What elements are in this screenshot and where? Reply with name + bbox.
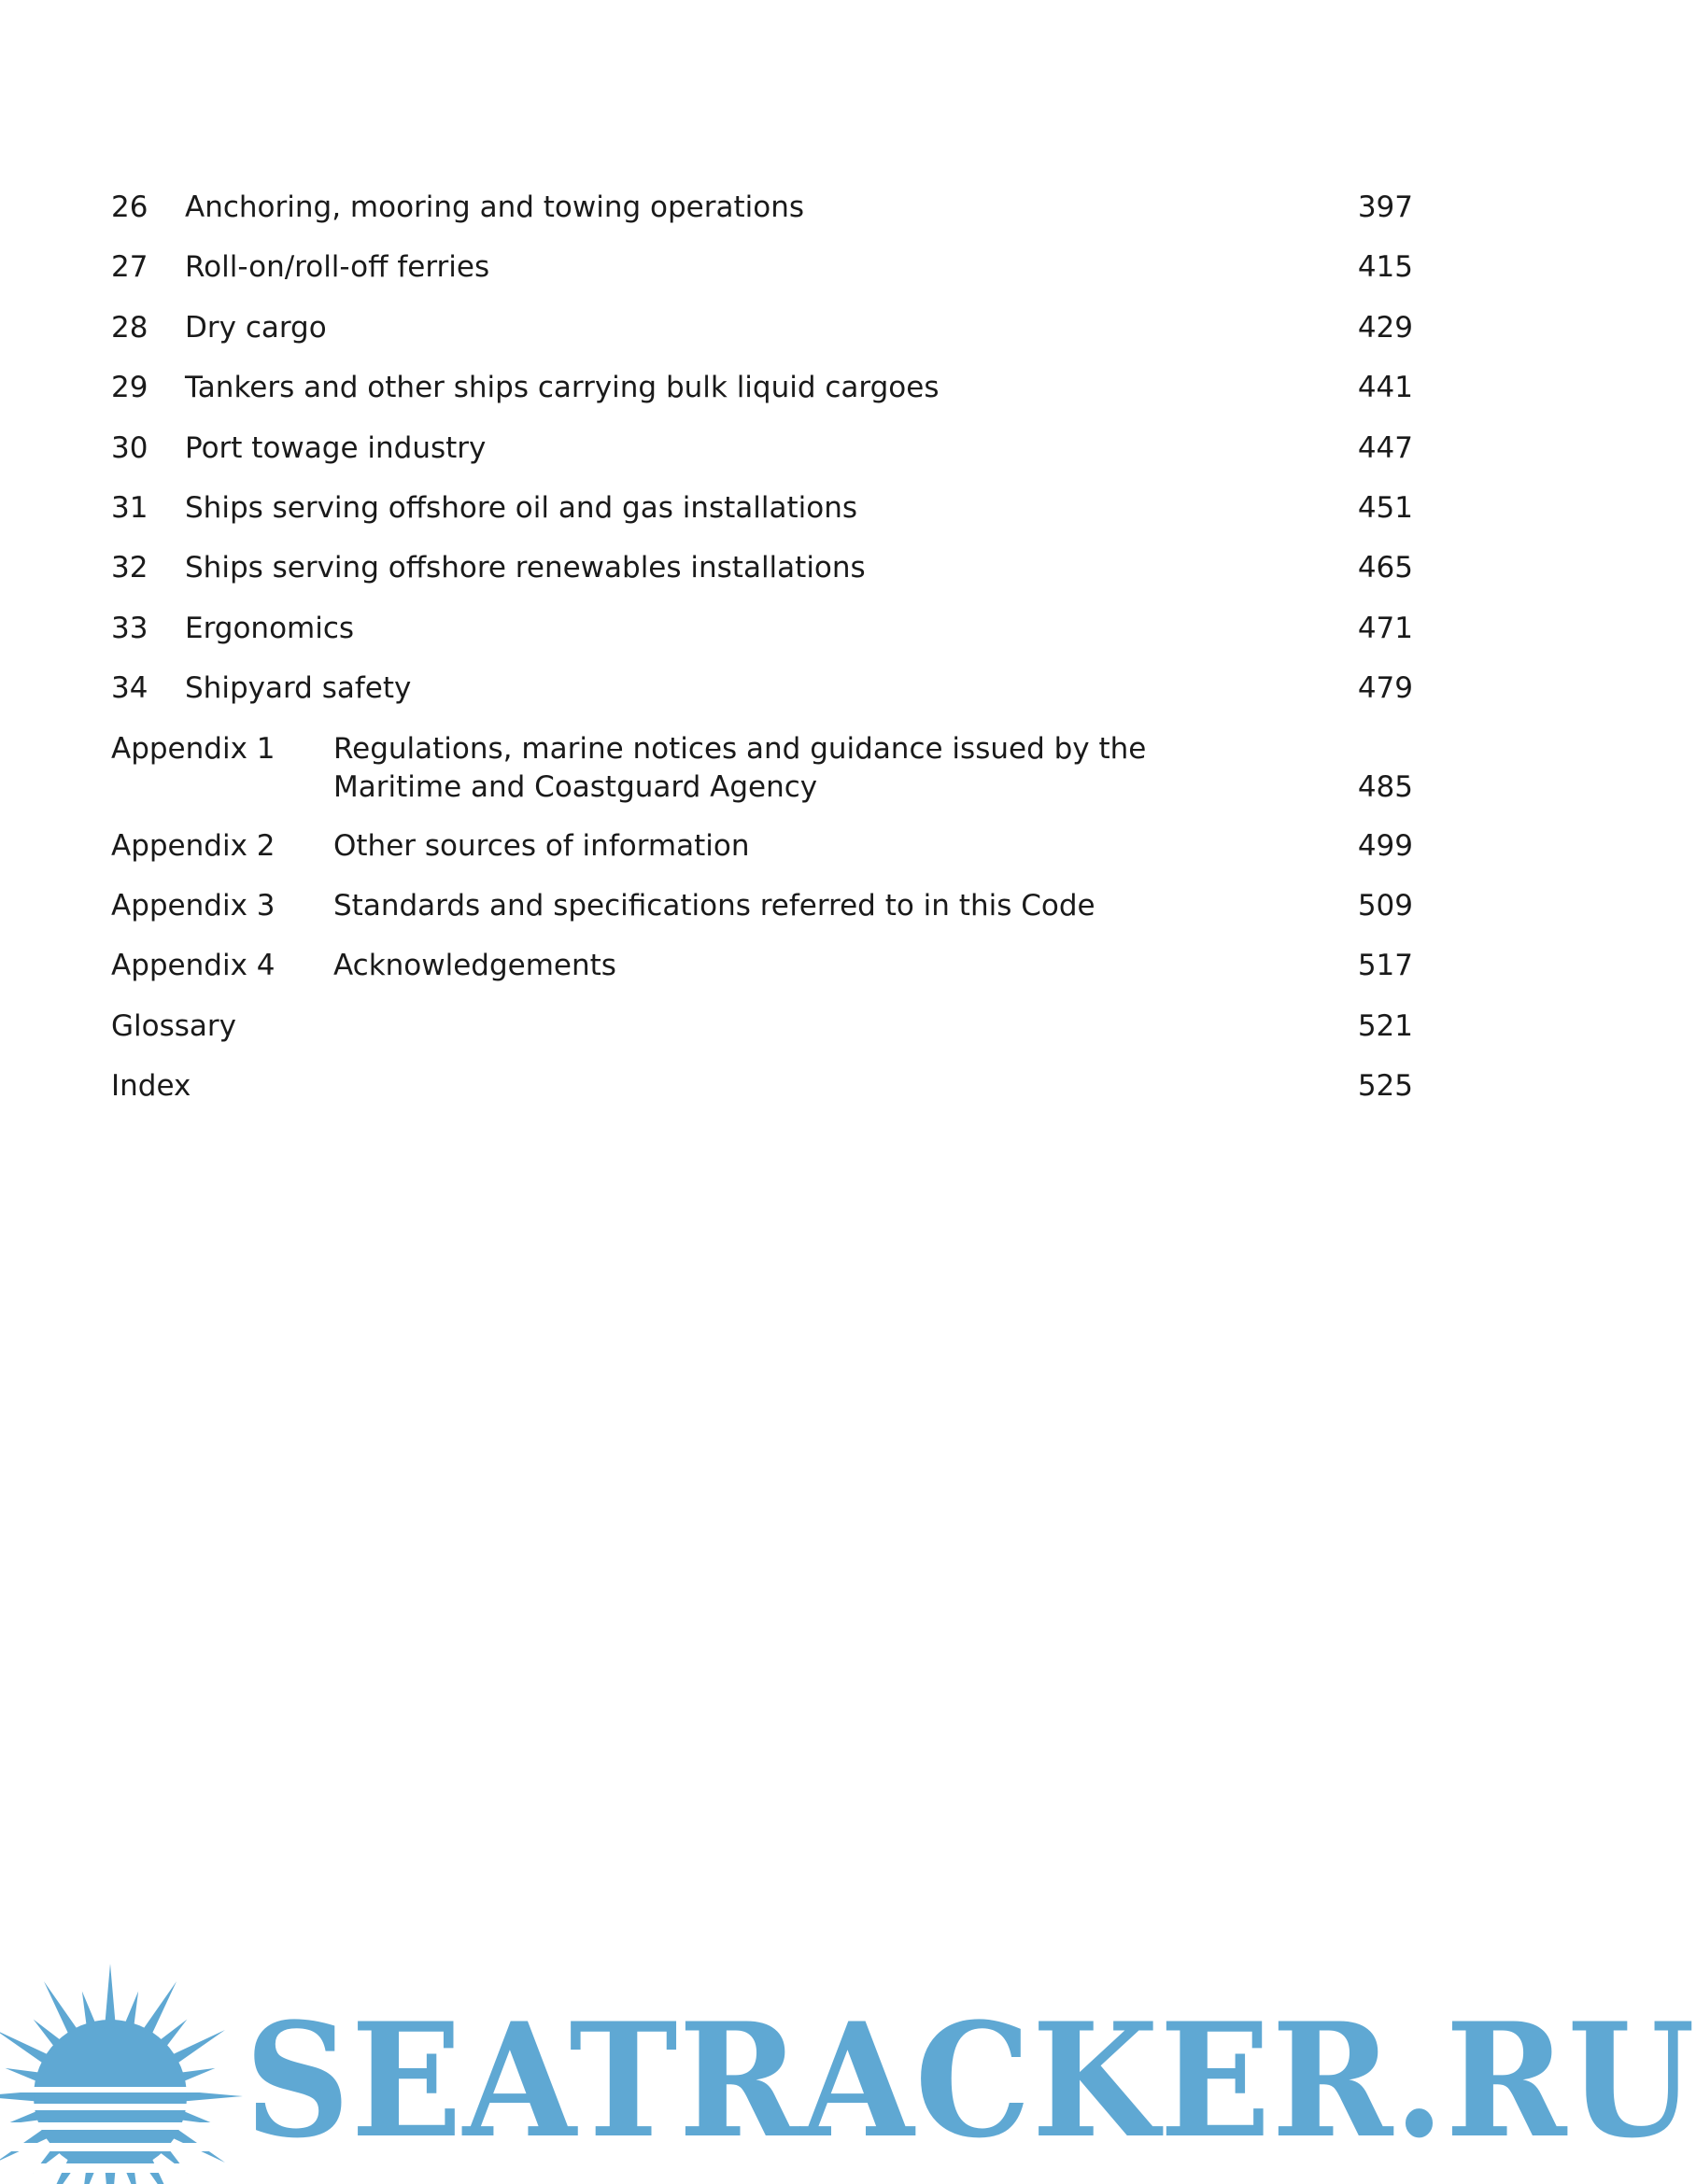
- page-number: 397: [1357, 190, 1413, 224]
- page-number: 471: [1357, 611, 1413, 645]
- appendix-label: Appendix 4: [111, 949, 276, 983]
- appendix-title: [333, 730, 1146, 807]
- sun-over-sea-icon: [0, 1964, 243, 2184]
- toc-entry-appendix-3[interactable]: [111, 876, 1413, 936]
- page-number: 509: [1357, 888, 1413, 923]
- appendix-title-line-2: Maritime and Coastguard Agency: [333, 769, 818, 804]
- chapter-number: 28: [111, 310, 148, 345]
- appendix-title: Other sources of information: [333, 828, 750, 863]
- toc-entry-30[interactable]: [111, 418, 1413, 478]
- page-number: 479: [1357, 671, 1413, 706]
- toc-entry-31[interactable]: [111, 478, 1413, 538]
- page-number: 447: [1357, 430, 1413, 465]
- page-number: 415: [1357, 250, 1413, 285]
- chapter-number: 26: [111, 190, 148, 224]
- table-of-contents: [111, 177, 1413, 1116]
- chapter-number: 29: [111, 371, 148, 405]
- page-number: 441: [1357, 371, 1413, 405]
- toc-entry-29[interactable]: [111, 358, 1413, 417]
- toc-entry-glossary[interactable]: [111, 996, 1413, 1056]
- toc-entry-28[interactable]: [111, 298, 1413, 358]
- toc-entry-33[interactable]: [111, 599, 1413, 658]
- watermark-text: SEATRACKER.RU: [245, 1988, 1696, 2173]
- appendix-label: Appendix 2: [111, 828, 276, 863]
- appendix-title: Acknowledgements: [333, 949, 616, 983]
- page-number: 517: [1357, 949, 1413, 983]
- page-number: 499: [1357, 828, 1413, 863]
- toc-entry-index[interactable]: [111, 1056, 1413, 1116]
- appendix-title: Standards and specifications referred to in this Code: [333, 888, 1095, 923]
- chapter-title: Ships serving offshore oil and gas installations: [185, 490, 858, 525]
- page-number: 429: [1357, 310, 1413, 345]
- toc-entry-27[interactable]: [111, 237, 1413, 297]
- chapter-title: Shipyard safety: [185, 671, 412, 706]
- chapter-title: Ergonomics: [185, 611, 355, 645]
- chapter-title: Dry cargo: [185, 310, 327, 345]
- chapter-number: 31: [111, 490, 148, 525]
- page-number: 485: [1357, 769, 1413, 804]
- chapter-title: Tankers and other ships carrying bulk liquid cargoes: [185, 371, 940, 405]
- chapter-title: Port towage industry: [185, 430, 487, 465]
- glossary-label: Glossary: [111, 1008, 236, 1043]
- chapter-title: Anchoring, mooring and towing operations: [185, 190, 805, 224]
- toc-entry-32[interactable]: [111, 538, 1413, 598]
- appendix-label: Appendix 1: [111, 731, 276, 766]
- appendix-label: Appendix 3: [111, 888, 276, 923]
- chapter-number: 33: [111, 611, 148, 645]
- chapter-title: Ships serving offshore renewables installations: [185, 551, 866, 585]
- chapter-number: 32: [111, 551, 148, 585]
- index-label: Index: [111, 1069, 191, 1104]
- chapter-number: 34: [111, 671, 148, 706]
- chapter-number: 30: [111, 430, 148, 465]
- appendix-title-line-1: Regulations, marine notices and guidance issued by the: [333, 731, 1147, 766]
- chapter-title: Roll-on/roll-off ferries: [185, 250, 490, 285]
- page-number: 465: [1357, 551, 1413, 585]
- toc-entry-26[interactable]: [111, 177, 1413, 237]
- toc-entry-appendix-4[interactable]: [111, 936, 1413, 995]
- page-number: 451: [1357, 490, 1413, 525]
- toc-entry-appendix-1[interactable]: [111, 719, 1413, 816]
- page-number: 521: [1357, 1008, 1413, 1043]
- toc-entry-appendix-2[interactable]: [111, 816, 1413, 876]
- toc-entry-34[interactable]: [111, 658, 1413, 718]
- page-number: 525: [1357, 1069, 1413, 1104]
- chapter-number: 27: [111, 250, 148, 285]
